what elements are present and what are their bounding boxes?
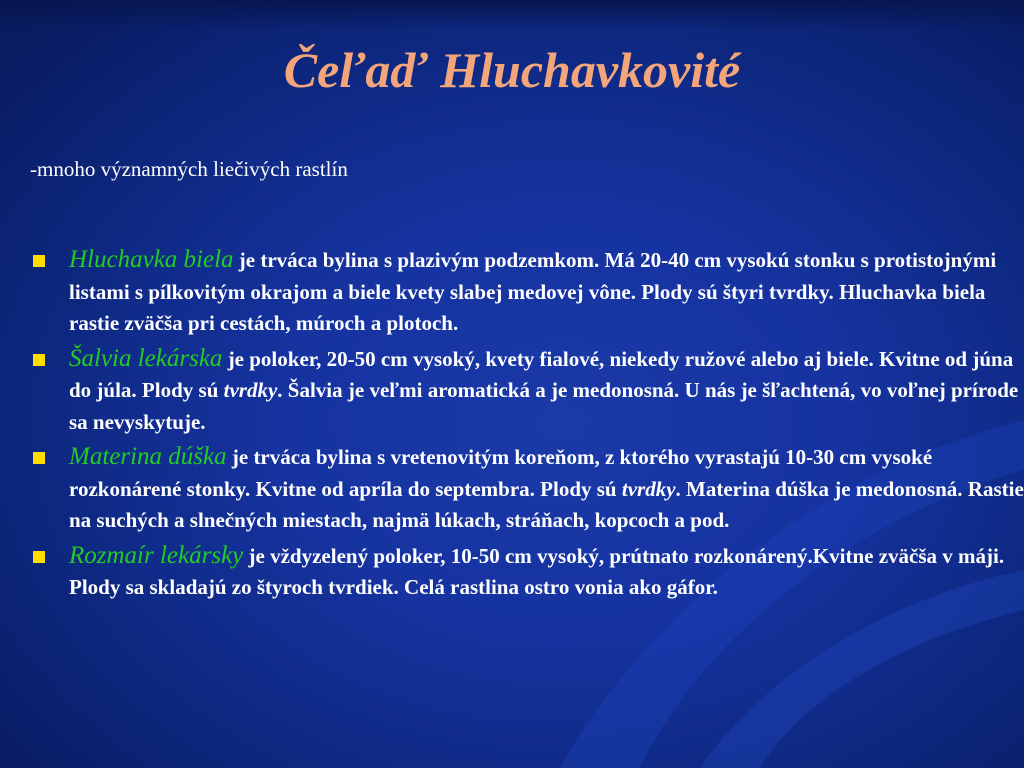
plant-list: [30, 244, 1024, 604]
plant-description: je poloker, 20-50 cm vysoký, kvety fialové, niekedy ružové alebo aj biele. Kvitne od júna do júla. Plody sú: [69, 346, 1014, 402]
list-item-rozmair: [30, 540, 1024, 604]
list-item-materina-duska: [30, 441, 1024, 537]
bullet-icon: [33, 255, 45, 267]
italic-term: tvrdky: [223, 378, 278, 402]
plant-name: Šalvia lekárska: [69, 344, 223, 372]
top-dark-band: [0, 0, 1024, 30]
bullet-icon: [33, 354, 45, 366]
list-item-hluchavka: [30, 244, 1024, 340]
plant-description-continued: . Materina dúška je medonosná. Rastie na suchých a slnečných miestach, najmä lúkach, stráňach, kopcoch a pod.: [69, 476, 1024, 532]
bullet-icon: [33, 452, 45, 464]
plant-description: je trváca bylina s vretenovitým koreňom, z ktorého vyrastajú 10-30 cm vysoké rozkonárené stonky. Kvitne od apríla do septembra. Plody sú: [69, 445, 933, 501]
plant-name: Rozmaír lekársky: [69, 541, 244, 569]
plant-name: Materina dúška: [69, 443, 227, 470]
plant-description: je trváca bylina s plazivým podzemkom. Má 20-40 cm vysokú stonku s protistojnými listami s pílkovitým okrajom a biele kvety slabej medovej vône. Plody sú štyri tvrdky. Hluchavka biela rastie zväčša pri cestách, múroch a plotoch.: [69, 248, 997, 335]
list-item-salvia: [30, 343, 1024, 439]
italic-term: tvrdky: [621, 476, 676, 501]
bullet-icon: [33, 551, 45, 563]
plant-description-continued: . Šalvia je veľmi aromatická a je medonosná. U nás je šľachtená, vo voľnej prírode sa nevyskytuje.: [69, 378, 1019, 434]
slide-title: Čeľaď Hluchavkovité: [283, 42, 741, 98]
slide-subtitle: -mnoho významných liečivých rastlín: [30, 157, 348, 181]
plant-description: je vždyzelený poloker, 10-50 cm vysoký, prútnato rozkonárený.Kvitne zväčša v máji. Plody sa skladajú zo štyroch tvrdiek. Celá rastlina ostro vonia ako gáfor.: [69, 543, 1005, 599]
plant-name: Hluchavka biela: [69, 246, 234, 273]
